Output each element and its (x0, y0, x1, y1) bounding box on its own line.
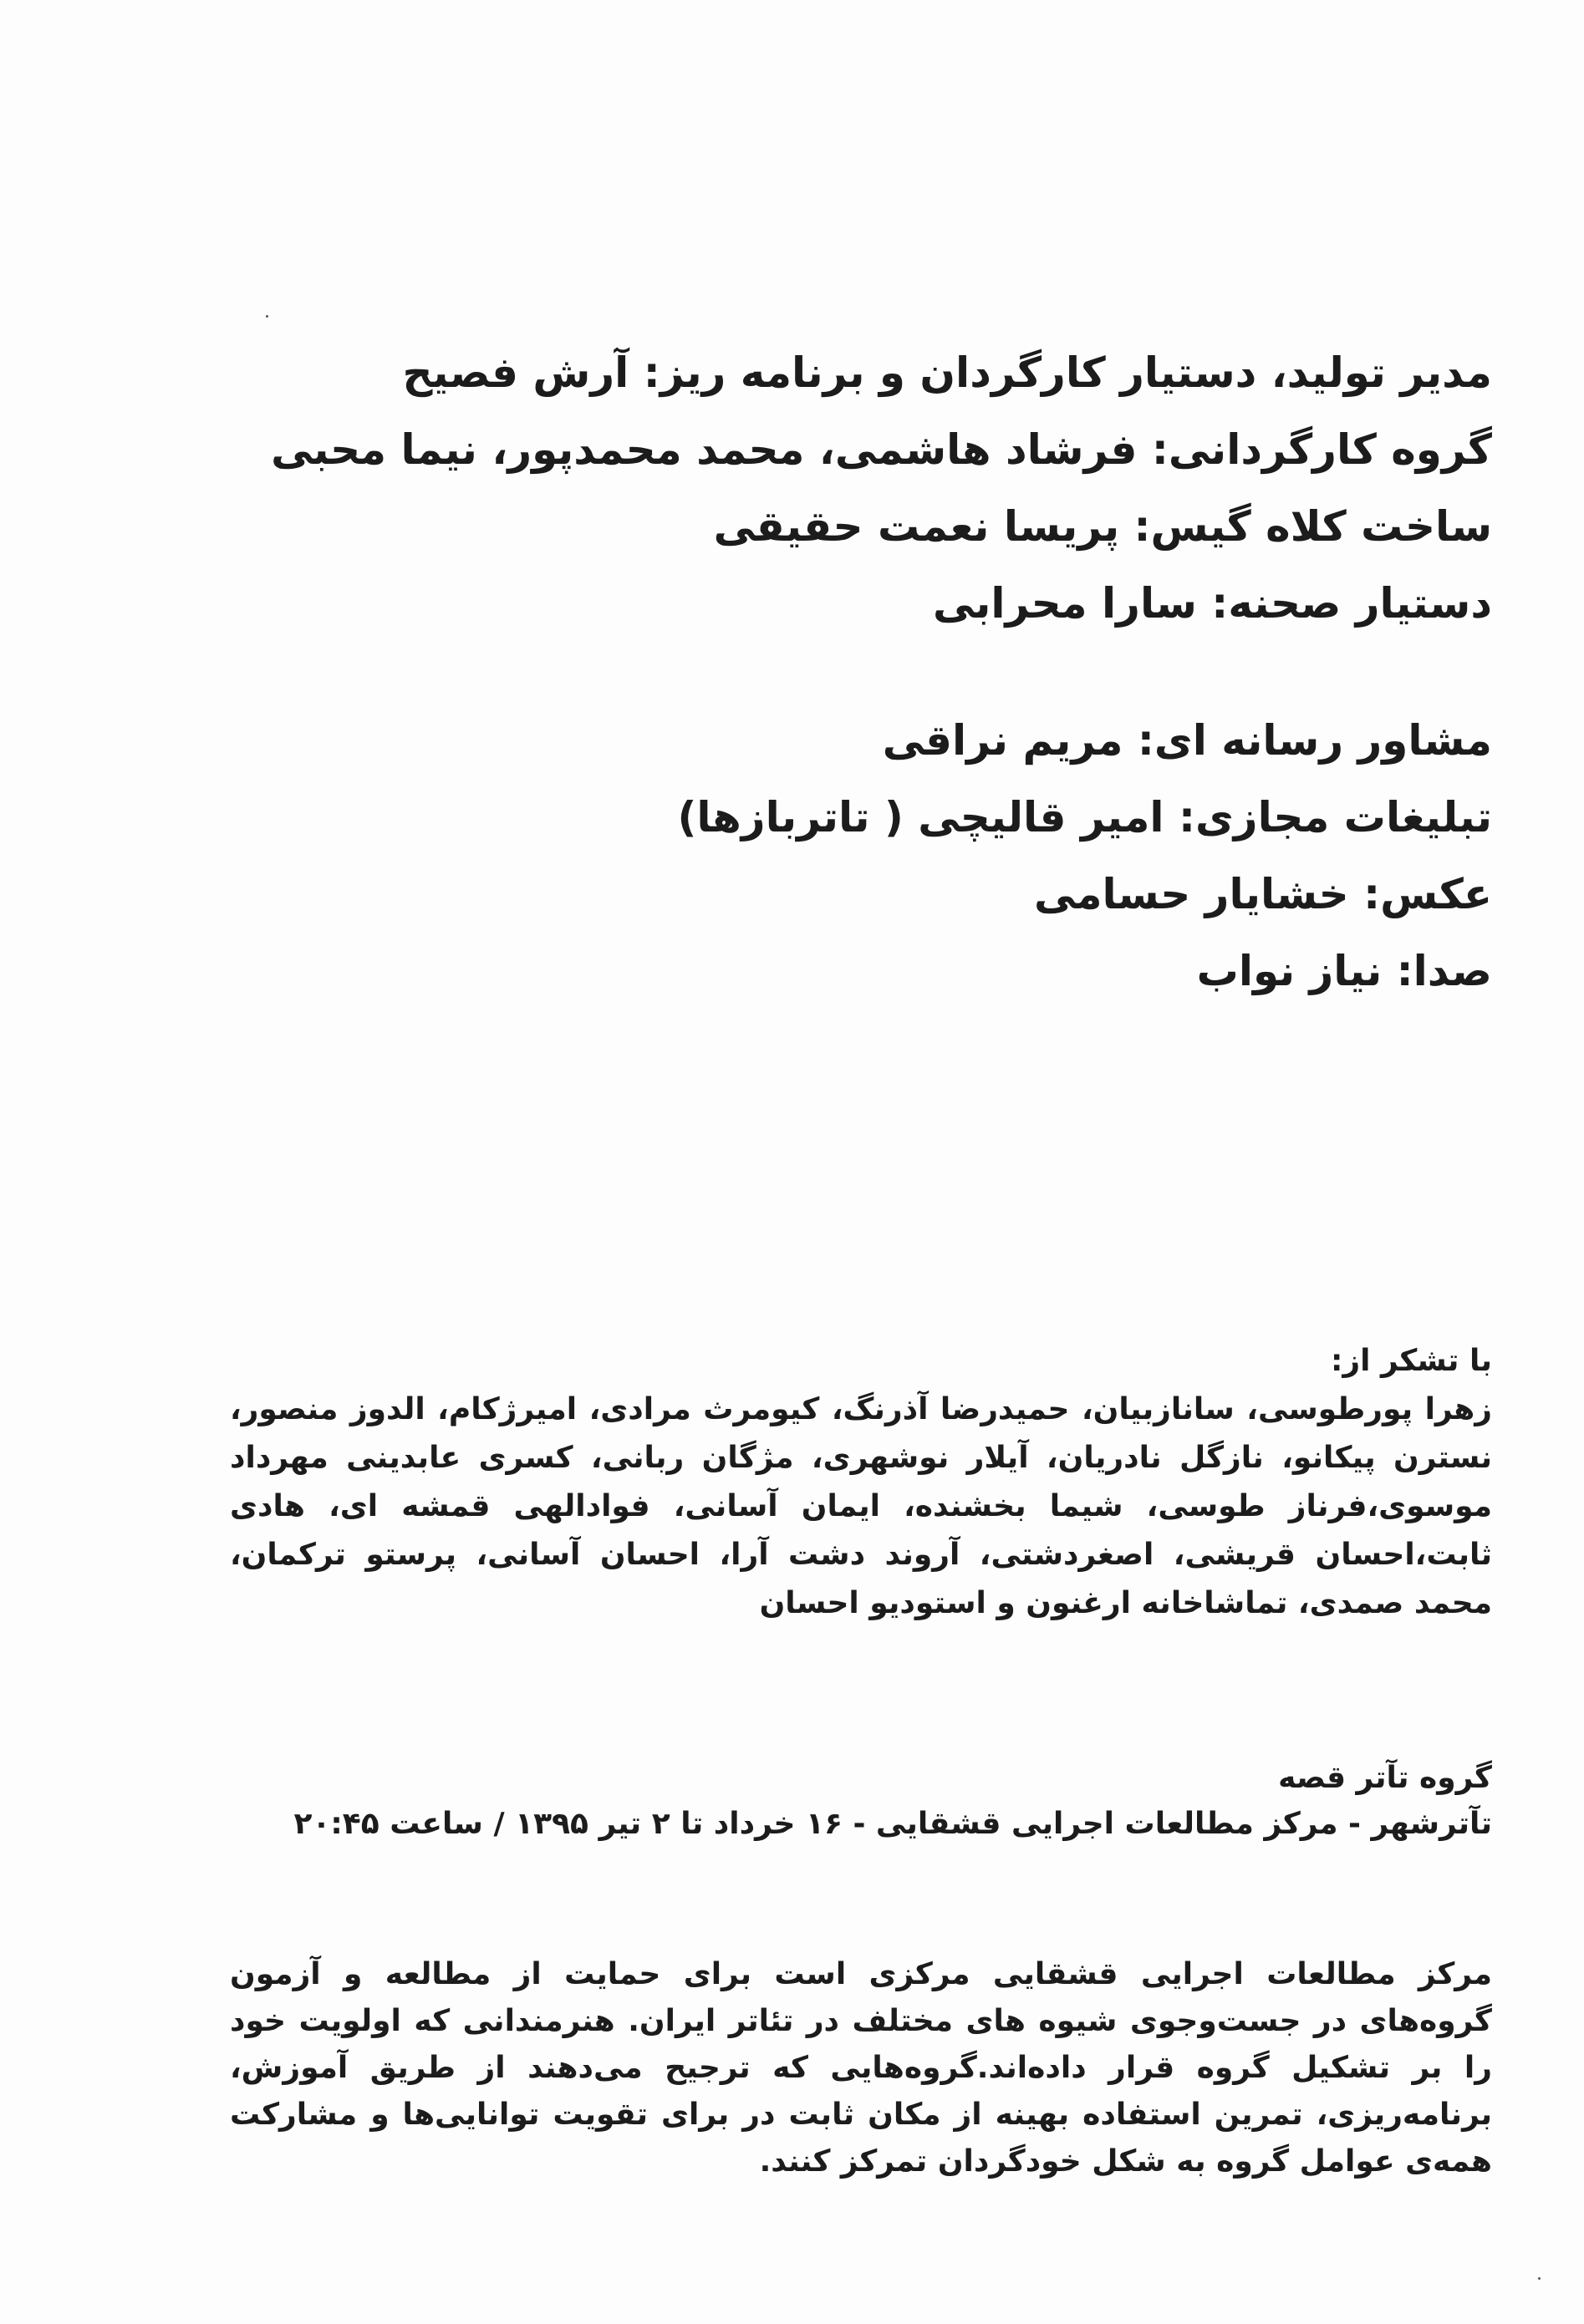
media-credits (238, 702, 1492, 1009)
production-credits (238, 334, 1492, 642)
group-name: گروه تآتر قصه (1278, 1761, 1492, 1795)
paper-speck (1538, 2277, 1541, 2280)
performance-info (230, 1755, 1492, 1847)
venue-dates: تآترشهر - مرکز مطالعات اجرایی قشقایی - ۱۶ خرداد تا ۲ تیر ۱۳۹۵ / ساعت ۲۰:۴۵ (293, 1807, 1492, 1841)
credit-line: دستیار صحنه: سارا محرابی (933, 579, 1492, 628)
credit-line: عکس: خشایار حسامی (1034, 870, 1492, 918)
center-description-text: مرکز مطالعات اجرایی قشقایی مرکزی است برای حمایت از مطالعه و آزمون گروه‌های در جست‌وجوی شیوه های مختلف در تئاتر ایران. هنرمندانی که اولویت خود را بر تشکیل گروه قرار داده‌اند.گروه‌هایی که ترجیح می‌دهند از طریق آموزش، برنامه‌ریزی، تمرین استفاده بهینه از مکان ثابت در برای تقویت توانایی‌ها و مشارکت همه‌ی عوامل گروه به شکل خودگردان تمرکز کنند. (230, 1957, 1492, 2179)
credit-line: مدیر تولید، دستیار کارگردان و برنامه ریز: آرش فصیح (402, 348, 1492, 397)
credit-line: گروه کارگردانی: فرشاد هاشمی، محمد محمدپور، نیما محبی (271, 425, 1492, 474)
credit-line: تبلیغات مجازی: امیر قالیچی ( تاتربازها) (677, 793, 1492, 842)
center-description (230, 1951, 1492, 2185)
paper-speck (266, 315, 268, 318)
credit-line: مشاور رسانه ای: مریم نراقی (882, 716, 1492, 765)
acknowledgements (230, 1337, 1492, 1628)
credit-line: صدا: نیاز نواب (1196, 947, 1492, 995)
acknowledgements-heading: با تشکر از: (1330, 1344, 1492, 1378)
acknowledgements-body: زهرا پورطوسی، سانازبیان، حمیدرضا آذرنگ، کیومرث مرادی، امیرژکام، الدوز منصور، نسترن پیکانو، نازگل نادریان، آیلار نوشهری، مژگان ربانی، کسری عابدینی مهرداد موسوی،فرناز طوسی، شیما بخشنده، ایمان آسانی، فوادالهی قمشه ای، هادی ثابت،احسان قریشی، اصغردشتی، آروند دشت آرا، احسان آسانی، پرستو ترکمان، محمد صمدی، تماشاخانه ارغنون و استودیو احسان (230, 1392, 1492, 1620)
credit-line: ساخت کلاه گیس: پریسا نعمت حقیقی (713, 502, 1492, 551)
